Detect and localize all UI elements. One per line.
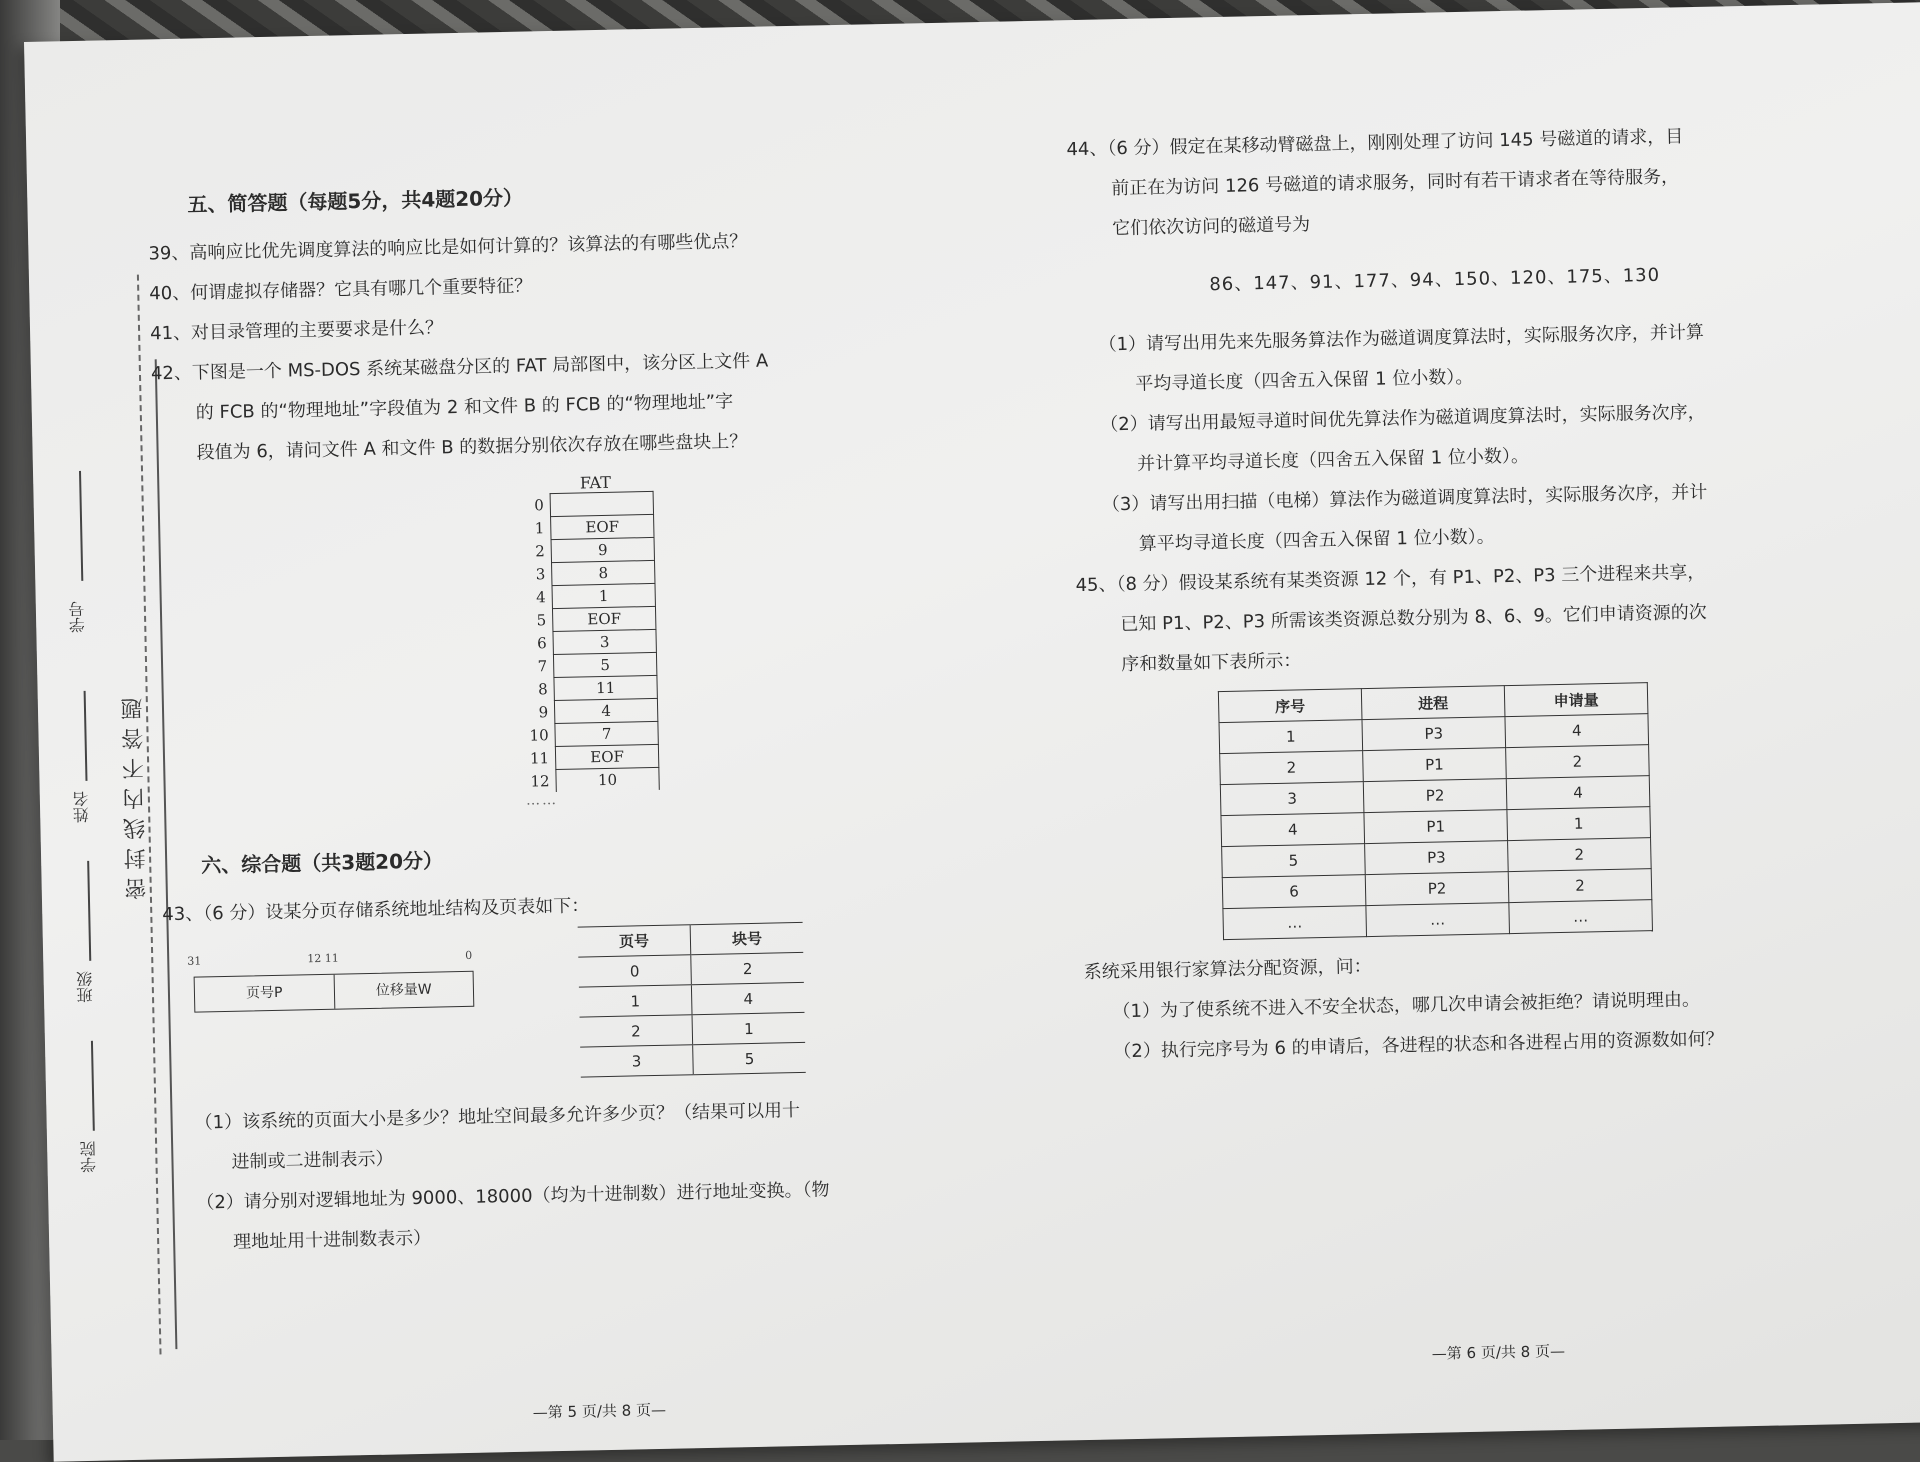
fat-index: 2 [535, 541, 545, 560]
section-6-title: 六、综合题（共3题20分） [201, 848, 444, 878]
fat-row [514, 513, 674, 539]
fat-row [517, 651, 677, 677]
table-row [578, 952, 804, 987]
class-label: 班级 [75, 970, 96, 1004]
question-39: 39、高响应比优先调度算法的响应比是如何计算的？该算法的有哪些优点？ [148, 230, 748, 265]
question-43-2-line-2: 理地址用十进制数表示） [232, 1227, 432, 1253]
table-cell: 2 [1508, 838, 1652, 872]
resource-header-cell: 进程 [1361, 686, 1505, 720]
fat-cell: 5 [553, 652, 657, 677]
fat-cell: 9 [551, 537, 655, 562]
fat-index: 4 [535, 587, 546, 606]
fat-row [515, 559, 675, 585]
question-42-line-1: 42、下图是一个 MS-DOS 系统某磁盘分区的 FAT 局部图中，该分区上文件 A [150, 350, 769, 385]
fat-cell: 11 [553, 675, 657, 700]
table-cell: P2 [1363, 779, 1507, 813]
table-cell: … [1223, 906, 1367, 940]
question-45-line-1: 45、（8 分）假设某系统有某类资源 12 个，有 P1、P2、P3 三个进程来共享， [1075, 561, 1706, 597]
resource-header-cell: 申请量 [1504, 683, 1648, 717]
fat-index: 7 [537, 656, 548, 675]
page-table-header [578, 922, 804, 957]
section-5-title: 五、简答题（每题5分，共4题20分） [187, 185, 524, 217]
fat-row [515, 536, 675, 562]
college-label: 学院 [79, 1140, 99, 1174]
table-cell: P3 [1365, 841, 1509, 875]
class-blank [87, 861, 91, 961]
student-name-blank [84, 691, 88, 781]
question-43-1-line-2: 进制或二进制表示） [231, 1148, 394, 1173]
table-cell: 1 [1219, 720, 1363, 754]
fat-row [516, 628, 676, 654]
table-cell: 3 [580, 1045, 693, 1077]
table-cell: 0 [578, 955, 691, 987]
table-cell: 1 [692, 1012, 805, 1044]
fat-row [516, 605, 676, 631]
fat-cell: 4 [554, 698, 658, 723]
table-cell: … [1509, 900, 1653, 934]
question-44-3-line-2: 算平均寻道长度（四舍五入保留 1 位小数）。 [1138, 526, 1495, 555]
table-cell: 4 [691, 982, 804, 1014]
fat-cell [550, 491, 654, 516]
table-cell: 3 [1220, 782, 1364, 816]
fat-index: 12 [530, 771, 550, 791]
question-43-intro: 43、（6 分）设某分页存储系统地址结构及页表如下： [162, 895, 590, 926]
fat-row [515, 582, 675, 608]
question-45-line-3: 序和数量如下表所示： [1121, 650, 1302, 676]
fat-index: 10 [529, 725, 549, 745]
table-cell: 5 [1222, 844, 1366, 878]
fat-row [519, 766, 679, 792]
table-cell: P3 [1362, 717, 1506, 751]
table-row [580, 1042, 806, 1077]
question-44-line-1: 44、（6 分）假定在某移动臂磁盘上，刚刚处理了访问 145 号磁道的请求，目 [1066, 126, 1684, 161]
student-id-label: 学号 [67, 600, 88, 634]
address-box [194, 971, 475, 1013]
fat-cell: 3 [552, 629, 656, 654]
address-structure [183, 949, 485, 1035]
table-cell: 2 [1506, 745, 1650, 779]
exam-paper [24, 2, 1920, 1462]
page-footer-right: —第 6 页/共 8 页— [1431, 1342, 1566, 1363]
fat-row [518, 697, 678, 723]
table-cell: 2 [1508, 869, 1652, 903]
question-45-2: （2）执行完序号为 6 的申请后，各进程的状态和各进程占用的资源数如何？ [1113, 1028, 1724, 1063]
fat-diagram [513, 471, 680, 808]
page-number-field: 页号P [245, 984, 283, 1002]
question-44-1-line-2: 平均寻道长度（四舍五入保留 1 位小数）。 [1135, 366, 1474, 395]
question-44-2-line-2: 并计算平均寻道长度（四舍五入保留 1 位小数）。 [1136, 445, 1530, 475]
question-45-line-2: 已知 P1、P2、P3 所需该类资源总数分别为 8、6、9。它们申请资源的次 [1120, 601, 1707, 636]
question-45-context: 系统采用银行家算法分配资源，问： [1083, 955, 1372, 984]
page-table-header-cell: 块号 [690, 922, 803, 954]
fat-row [519, 743, 679, 769]
table-cell: 4 [1505, 714, 1649, 748]
fat-cell: 7 [554, 721, 658, 746]
fat-cell: 8 [551, 560, 655, 585]
page-footer-left: —第 5 页/共 8 页— [532, 1400, 667, 1422]
table-cell: 4 [1221, 813, 1365, 847]
bit-label-0: 0 [465, 948, 473, 962]
fat-cell: EOF [552, 606, 656, 631]
table-cell: P1 [1363, 748, 1507, 782]
question-40: 40、何谓虚拟存储器？它具有哪几个重要特征？ [149, 275, 533, 305]
question-45-1: （1）为了使系统不进入不安全状态，哪几次申请会被拒绝？请说明理由。 [1112, 989, 1701, 1023]
right-page [1066, 113, 1912, 1400]
table-cell: 2 [580, 1015, 693, 1047]
fat-index: 5 [536, 610, 547, 629]
table-cell: … [1366, 903, 1510, 937]
table-cell: 6 [1222, 875, 1366, 909]
fat-row [514, 490, 674, 516]
question-44-3-line-1: （3）请写出用扫描（电梯）算法作为磁道调度算法时，实际服务次序，并计 [1101, 481, 1708, 516]
student-name-label: 姓名 [71, 790, 92, 824]
fat-index: 1 [534, 518, 545, 537]
offset-field: 位移量W [333, 972, 473, 1009]
table-row [580, 1012, 806, 1047]
fat-index: 6 [536, 633, 547, 652]
track-request-sequence: 86、147、91、177、94、150、120、175、130 [1209, 264, 1661, 296]
fat-cell: EOF [555, 744, 659, 769]
question-44-line-2: 前正在为访问 126 号磁道的请求服务，同时有若干请求者在等待服务， [1111, 166, 1680, 200]
fat-index: 8 [537, 679, 548, 698]
fat-row [517, 674, 677, 700]
question-42-line-2: 的 FCB 的“物理地址”字段值为 2 和文件 B 的 FCB 的“物理地址”字 [195, 391, 734, 424]
question-44-1-line-1: （1）请写出用先来先服务算法作为磁道调度算法时，实际服务次序，并计算 [1098, 321, 1705, 356]
fat-index: 0 [534, 495, 544, 514]
fat-index: 9 [538, 702, 549, 721]
table-cell: 5 [693, 1042, 806, 1074]
table-cell: 1 [1507, 807, 1651, 841]
fat-index: 11 [529, 748, 550, 768]
fat-cell: 10 [555, 767, 659, 792]
question-42-line-3: 段值为 6，请问文件 A 和文件 B 的数据分别依次存放在哪些盘块上？ [196, 430, 748, 464]
student-id-blank [79, 471, 83, 581]
seal-line-notice: 密封线内不答题 [120, 689, 150, 901]
resource-header-cell: 序号 [1218, 689, 1362, 723]
college-blank [91, 1041, 95, 1131]
question-44-line-3: 它们依次访问的磁道号为 [1111, 214, 1311, 240]
table-cell: P2 [1365, 872, 1509, 906]
page-table [578, 922, 806, 1078]
fat-title: FAT [579, 472, 612, 493]
question-43-2-line-1: （2）请分别对逻辑地址为 9000、18000（均为十进制数）进行地址变换。（物 [196, 1179, 830, 1214]
table-cell: 1 [579, 985, 692, 1017]
fat-index: 3 [535, 564, 546, 583]
table-row [579, 982, 805, 1017]
question-43-figures [163, 916, 1066, 1086]
question-43-1-line-1: （1）该系统的页面大小是多少？地址空间最多允许多少页？（结果可以用十 [194, 1099, 801, 1134]
fat-cell: 1 [551, 583, 655, 608]
bit-label-12-11: 12 11 [307, 951, 339, 966]
resource-request-table [1218, 682, 1653, 940]
bit-label-31: 31 [187, 954, 202, 968]
table-cell: 2 [1220, 751, 1364, 785]
table-cell: 4 [1506, 776, 1650, 810]
fat-row [518, 720, 678, 746]
question-44-2-line-1: （2）请写出用最短寻道时间优先算法作为磁道调度算法时，实际服务次序， [1100, 401, 1706, 436]
question-41: 41、对目录管理的主要要求是什么？ [149, 317, 444, 345]
fat-continuation: …… [525, 791, 559, 809]
left-page [147, 171, 1073, 1420]
table-cell: 2 [691, 952, 804, 984]
table-cell: P1 [1364, 810, 1508, 844]
page-table-header-cell: 页号 [578, 925, 691, 957]
fat-cell: EOF [550, 514, 654, 539]
